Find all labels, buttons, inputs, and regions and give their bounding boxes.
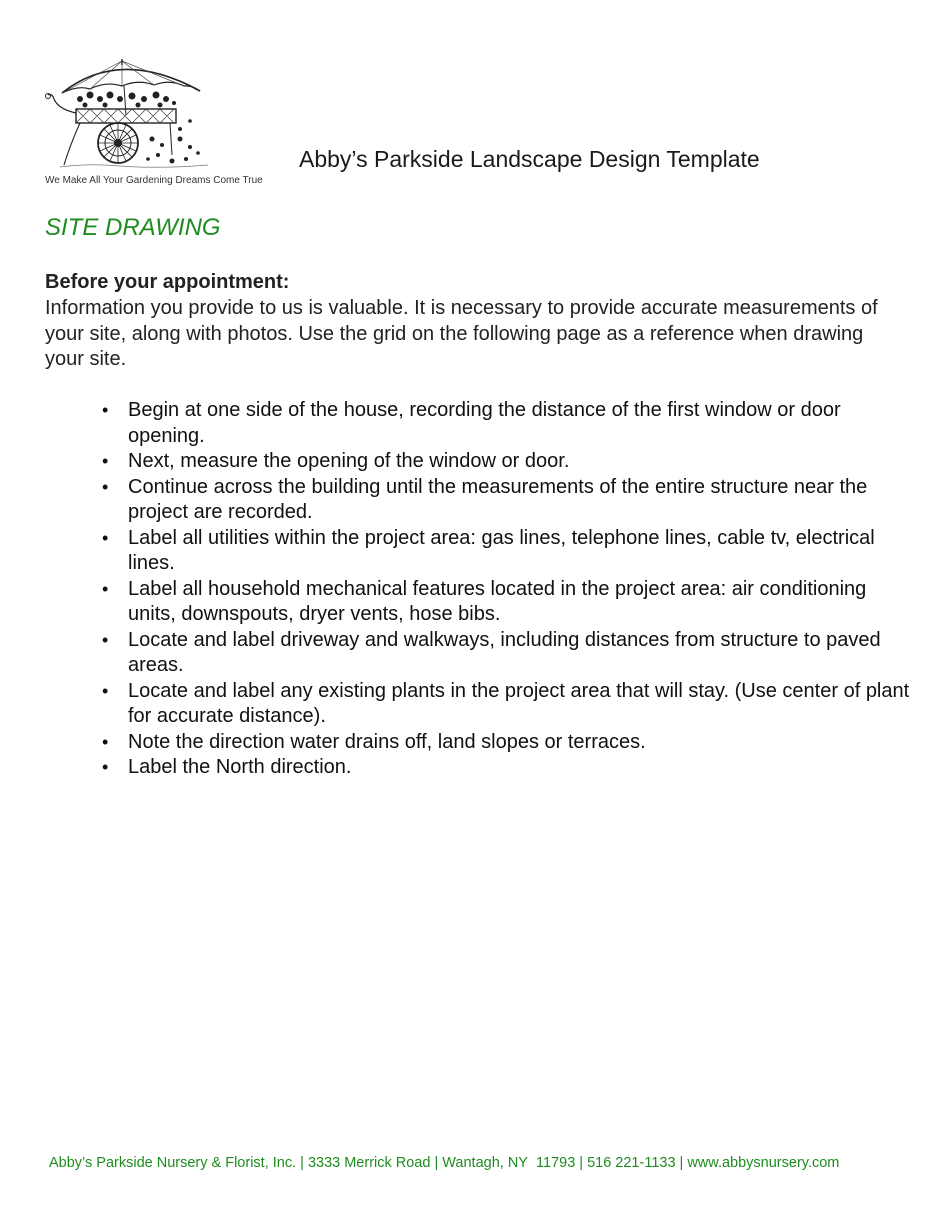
list-item-text: Begin at one side of the house, recording the distance of the first window or door opening.: [128, 399, 841, 447]
logo-tagline: We Make All Your Gardening Dreams Come True: [45, 175, 263, 186]
list-item: [102, 628, 918, 679]
bullet-icon: •: [102, 680, 109, 701]
instructions-list: [102, 398, 918, 781]
page-title: Abby’s Parkside Landscape Design Template: [299, 146, 760, 172]
list-item: [102, 475, 918, 526]
list-item: [102, 679, 918, 730]
bullet-icon: •: [102, 476, 109, 497]
list-item: [102, 755, 918, 781]
intro-paragraph: Information you provide to us is valuable. It is necessary to provide accurate measurements of your site, along with photos. Use the grid on the following page as a reference when drawing your site.: [45, 297, 878, 370]
bullet-icon: •: [102, 757, 109, 777]
list-item: [102, 526, 918, 577]
list-item-text: Locate and label driveway and walkways, including distances from structure to paved areas.: [128, 628, 881, 676]
list-item: [102, 730, 918, 756]
list-item: [102, 398, 918, 449]
list-item-text: Continue across the building until the measurements of the entire structure near the project are recorded.: [128, 475, 868, 523]
bullet-icon: •: [102, 629, 109, 650]
bullet-icon: •: [102, 400, 109, 420]
list-item-text: Locate and label any existing plants in the project area that will stay. (Use center of plant for accurate distance).: [128, 679, 910, 727]
section-title: SITE DRAWING: [45, 214, 221, 241]
list-item-text: Note the direction water drains off, land slopes or terraces.: [128, 730, 646, 753]
bullet-icon: •: [102, 731, 109, 752]
section-subheading: Before your appointment:: [45, 271, 290, 293]
bullet-icon: •: [102, 527, 109, 548]
list-item: [102, 577, 918, 628]
garden-cart-umbrella-logo: [40, 55, 220, 173]
bullet-icon: •: [102, 451, 109, 471]
list-item-text: Label all household mechanical features located in the project area: air conditioning units, downspouts, dryer vents, hose bibs.: [128, 577, 867, 625]
list-item-text: Label the North direction.: [128, 756, 352, 778]
list-item: [102, 449, 918, 475]
bullet-icon: •: [102, 578, 109, 599]
list-item-text: Next, measure the opening of the window or door.: [128, 450, 570, 472]
list-item-text: Label all utilities within the project area: gas lines, telephone lines, cable tv, electrical lines.: [128, 526, 875, 574]
footer-contact-info: Abby’s Parkside Nursery & Florist, Inc. | 3333 Merrick Road | Wantagh, NY 11793 | 516 221-1133 | www.abbysnursery.com: [49, 1155, 840, 1171]
